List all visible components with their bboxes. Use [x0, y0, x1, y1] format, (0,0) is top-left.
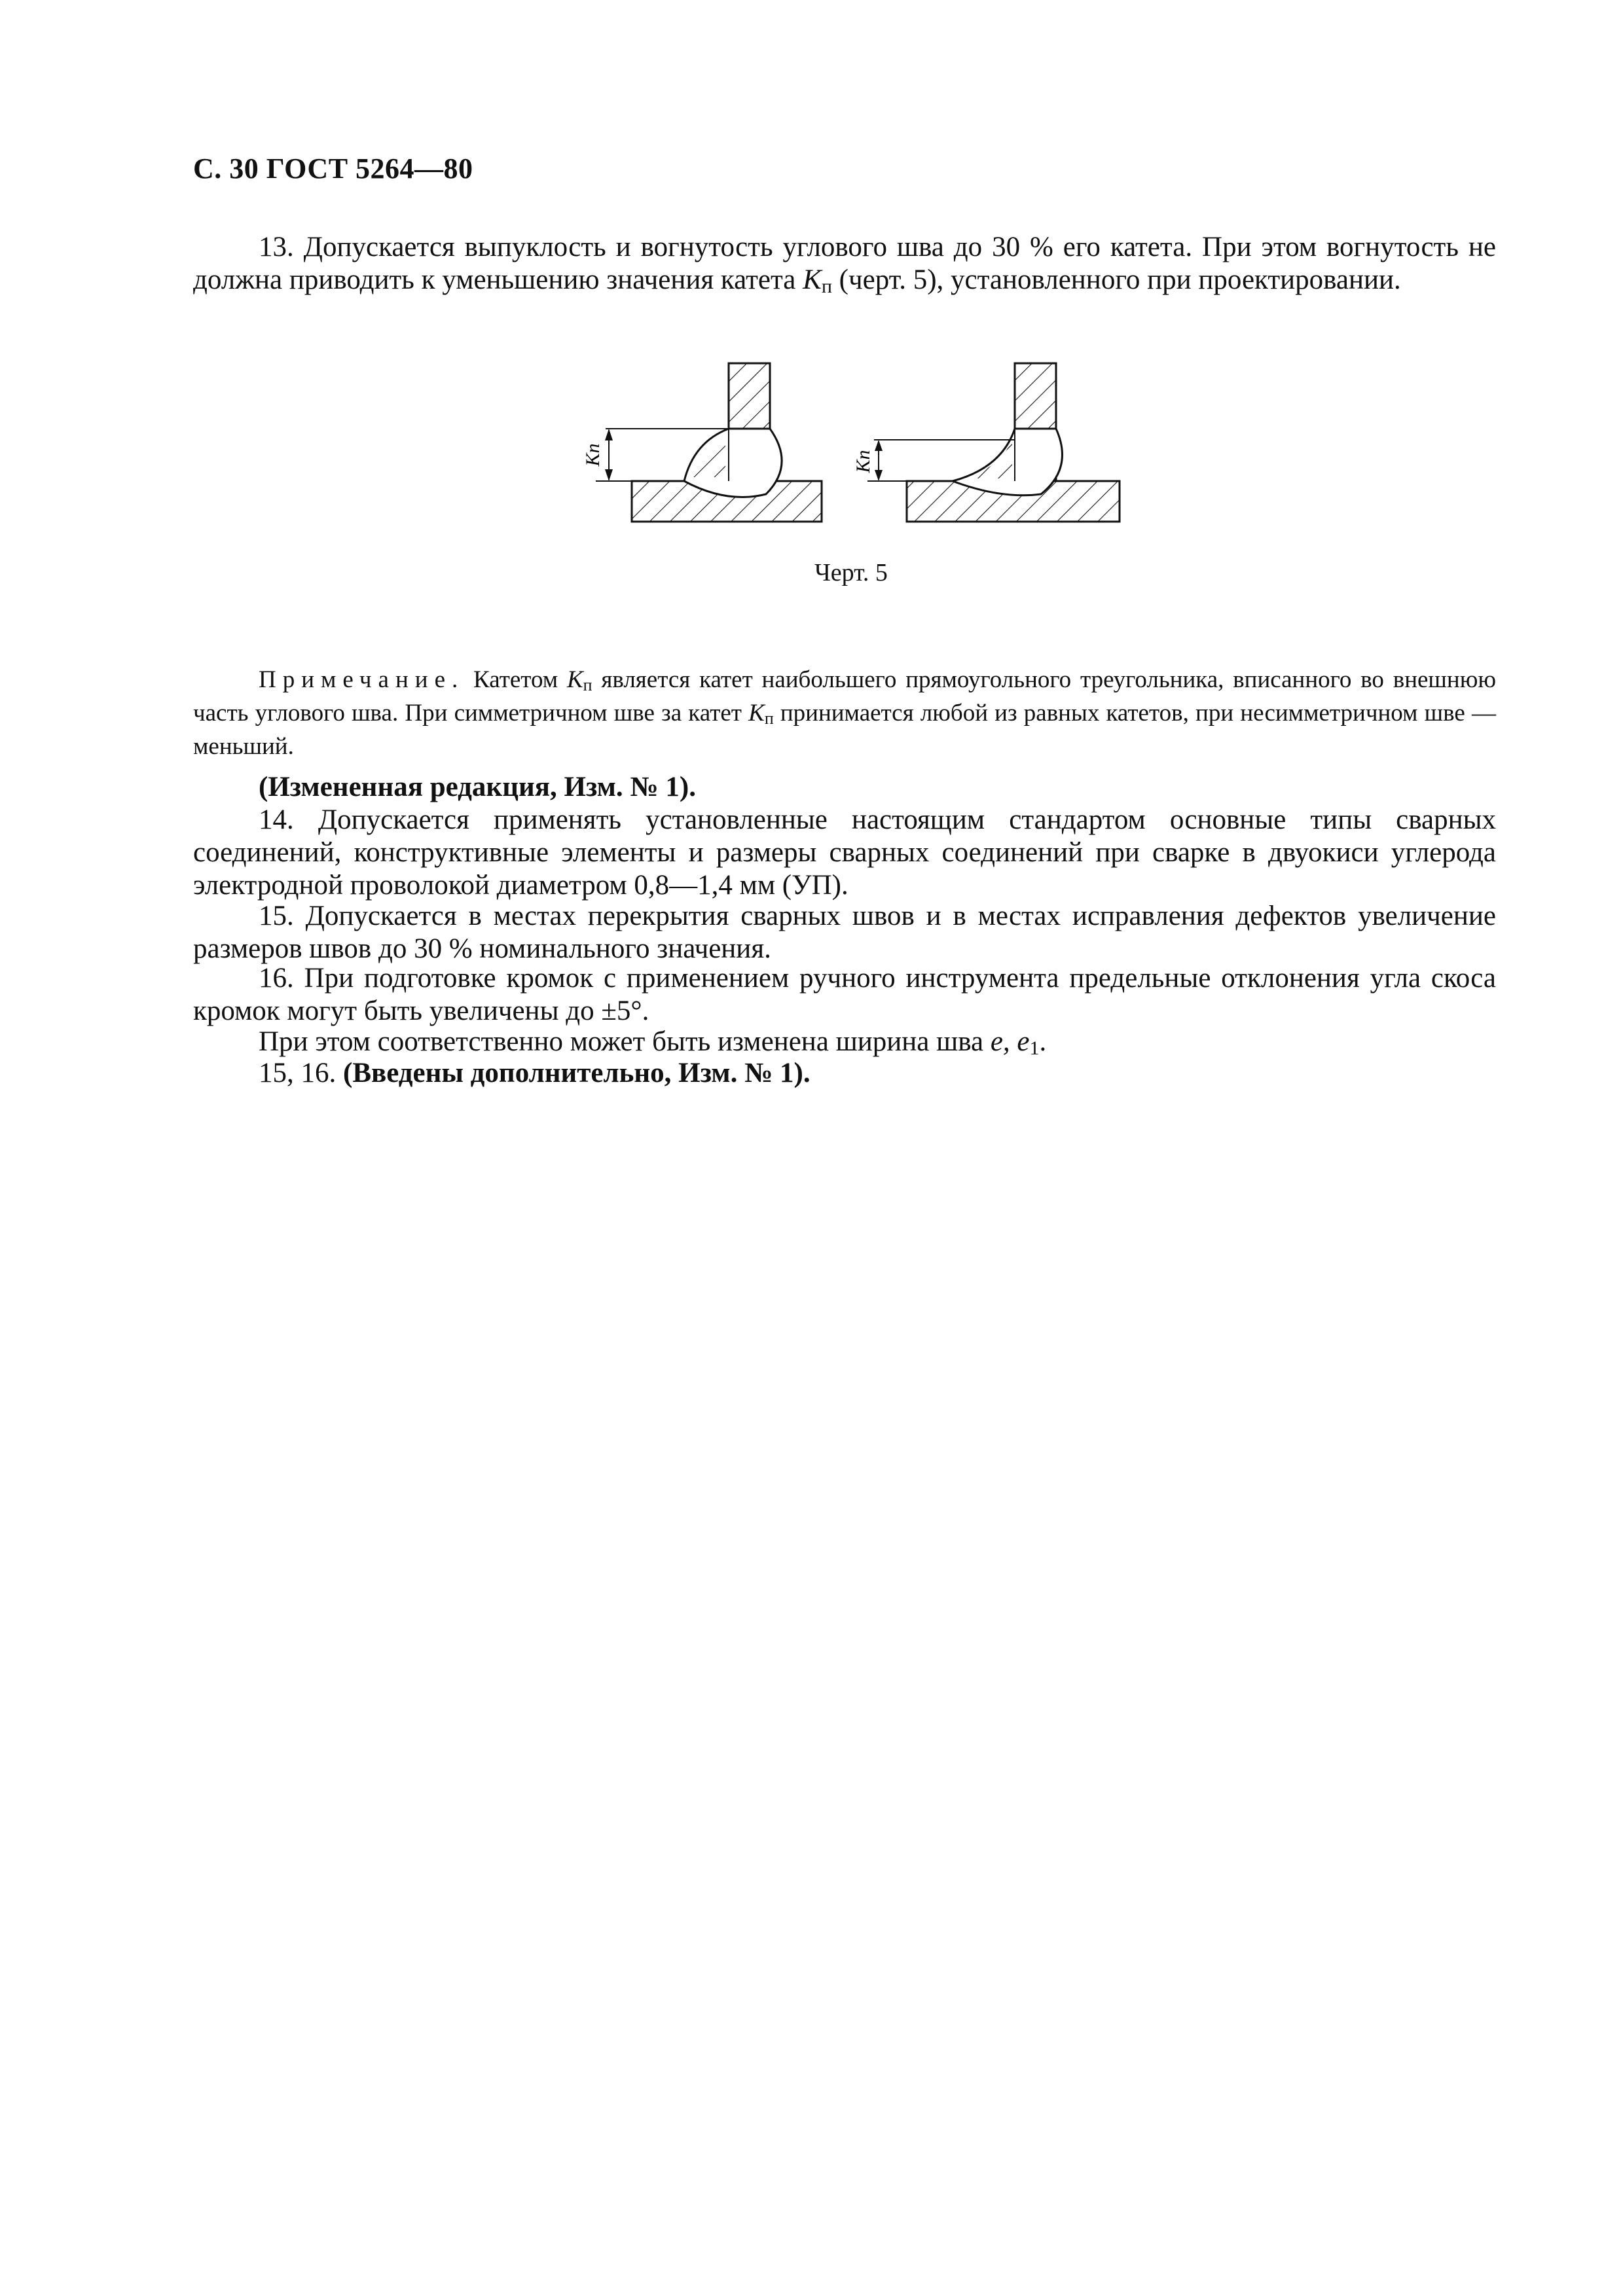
var-e1: e [1017, 1026, 1030, 1057]
note-k-letter: K [566, 666, 583, 693]
pextra-text: При этом соответственно может быть изменена ширина шва [259, 1026, 991, 1057]
p13-k-sub: п [821, 275, 832, 298]
p13-text-a: 13. Допускается выпуклость и вогнутость углового шва до 30 % его катета. При этом вогнутость не должна приводить к уменьшению значения катета [193, 232, 1496, 295]
pextra-end: . [1039, 1026, 1047, 1057]
var-e1-sub: 1 [1029, 1037, 1040, 1060]
note-paragraph [193, 666, 1496, 761]
paragraph-15: 15. Допускается в местах перекрытия сварных швов и в местах исправления дефектов увеличение размеров швов до 30 % номинального значения. [193, 901, 1496, 964]
left-arrow-top [605, 429, 613, 440]
note-k-sub-2: п [764, 709, 774, 728]
concave-weld-drawing [852, 363, 1120, 522]
paragraph-width-change [259, 1026, 1046, 1060]
note-k-letter-2: K [748, 700, 765, 727]
note-label: Примечание. [259, 666, 465, 693]
note-k-sub: п [583, 675, 593, 695]
note-text-b: является катет наибольшего прямоугольного треугольника, вписанного во внешнюю часть углового шва. При симметричном шве за катет [193, 666, 1496, 727]
amendment-note: (Измененная редакция, Изм. № 1). [259, 772, 696, 802]
right-weld-fill [962, 439, 1012, 478]
var-sep: , [1002, 1026, 1017, 1057]
p1516-num: 15, 16. [259, 1058, 343, 1088]
right-arrow-bottom [875, 470, 883, 481]
right-arrow-top [875, 440, 883, 451]
var-e: e [990, 1026, 1003, 1057]
figure-caption: Черт. 5 [814, 559, 888, 586]
left-arrow-bottom [605, 469, 613, 481]
weld-figure [570, 357, 1146, 553]
p13-k-letter: K [803, 264, 822, 295]
note-text-a: Катетом [464, 666, 567, 693]
paragraph-15-16-note [259, 1057, 811, 1089]
left-dim-label: Kп [582, 443, 604, 467]
paragraph-16: 16. При подготовке кромок с применением ручного инструмента предельные отклонения угла скоса кромок могут быть увеличены до ±5°. [193, 963, 1496, 1026]
paragraph-14: 14. Допускается применять установленные настоящим стандартом основные типы сварных соединений, конструктивные элементы и размеры сварных соединений при сварке в двуокиси углерода электродной проволокой диаметром 0,8—1,4 мм (УП). [193, 804, 1496, 901]
note-text-c: принимается любой из равных катетов, при несимметричном шве — меньший. [193, 700, 1496, 761]
paragraph-13 [193, 231, 1496, 302]
p13-text-b: (черт. 5), установленного при проектировании. [831, 264, 1401, 295]
convex-weld-drawing [582, 363, 822, 522]
page-header: С. 30 ГОСТ 5264—80 [193, 152, 473, 185]
p1516-bold: (Введены дополнительно, Изм. № 1). [343, 1058, 811, 1088]
right-dim-label: Kп [852, 450, 874, 473]
